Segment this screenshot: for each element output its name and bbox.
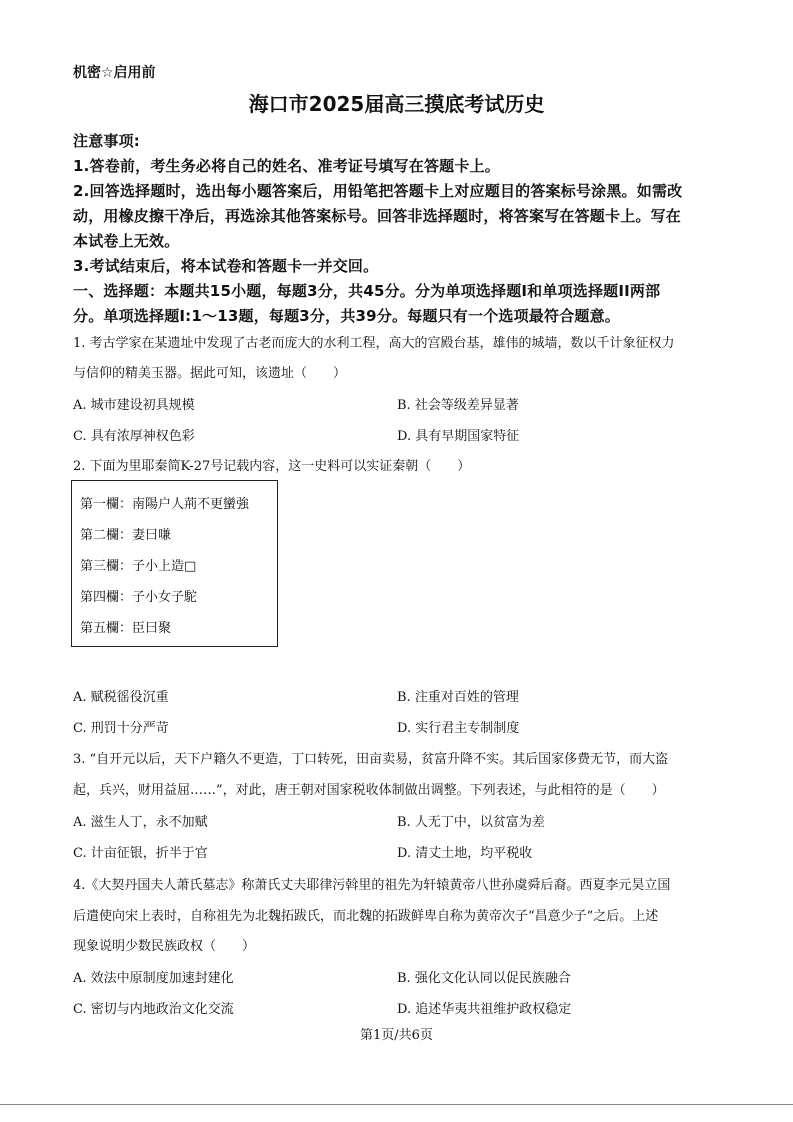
page-number: 第1页/共6页 xyxy=(360,1028,433,1043)
notice-heading: 注意事项: xyxy=(73,132,140,150)
question-4-option-c: C. 密切与内地政治文化交流 xyxy=(73,1002,234,1017)
question-1-stem-line-2: 与信仰的精美玉器。据此可知，该遗址（ ） xyxy=(73,366,347,381)
question-3-option-d: D. 清丈土地，均平税收 xyxy=(397,846,533,861)
confidential-label: 机密☆启用前 xyxy=(73,65,156,81)
slip-column-5: 第五欄：臣曰聚 xyxy=(80,621,172,636)
question-4-option-d: D. 追述华夷共祖维护政权稳定 xyxy=(397,1002,572,1017)
question-3-option-b: B. 人无丁中，以贫富为差 xyxy=(397,815,545,830)
question-1-option-b: B. 社会等级差异显著 xyxy=(397,398,519,413)
bamboo-slip-transcription-box xyxy=(71,480,278,647)
question-1-stem-line-1: 1. 考古学家在某遗址中发现了古老而庞大的水利工程，高大的宫殿台基，雄伟的城墙，数以千计象征权力 xyxy=(73,336,675,351)
bottom-divider xyxy=(0,1104,793,1105)
slip-column-3: 第三欄：子小上造□ xyxy=(80,559,197,574)
notice-item-2-line-3: 本试卷上无效。 xyxy=(73,232,180,250)
question-4-option-b: B. 强化文化认同以促民族融合 xyxy=(397,971,571,986)
notice-item-2-line-2: 动，用橡皮擦干净后，再选涂其他答案标号。回答非选择题时，将答案写在答题卡上。写在 xyxy=(73,207,682,225)
section-1-line-1: 一、选择题：本题共15小题，每题3分，共45分。分为单项选择题I和单项选择题II两部 xyxy=(73,282,661,300)
question-4-option-a: A. 效法中原制度加速封建化 xyxy=(73,971,234,986)
question-4-stem-line-1: 4.《大契丹国夫人萧氏墓志》称萧氏丈夫耶律污斡里的祖先为轩辕黄帝八世孙虞舜后裔。西夏李元昊立国 xyxy=(73,878,671,893)
slip-column-4: 第四欄：子小女子駝 xyxy=(80,590,198,605)
question-2-stem: 2. 下面为里耶秦简K-27号记载内容，这一史料可以实证秦朝（ ） xyxy=(73,459,471,474)
question-3-stem-line-2: 起，兵兴，财用益屈……”，对此，唐王朝对国家税收体制做出调整。下列表述，与此相符的是（ ） xyxy=(73,783,665,798)
question-3-stem-line-1: 3. “自开元以后，天下户籍久不更造，丁口转死，田亩卖易，贫富升降不实。其后国家侈费无节，而大盗 xyxy=(73,752,669,767)
question-4-stem-line-3: 现象说明少数民族政权（ ） xyxy=(73,939,256,954)
question-3-option-c: C. 计亩征银，折半于官 xyxy=(73,846,208,861)
page-title: 海口市2025届高三摸底考试历史 xyxy=(248,92,545,116)
question-1-option-c: C. 具有浓厚神权色彩 xyxy=(73,429,195,444)
question-1-option-d: D. 具有早期国家特征 xyxy=(397,429,520,444)
notice-item-1: 1.答卷前，考生务必将自己的姓名、准考证号填写在答题卡上。 xyxy=(73,157,500,175)
question-2-option-b: B. 注重对百姓的管理 xyxy=(397,690,519,705)
question-1-option-a: A. 城市建设初具规模 xyxy=(73,398,195,413)
notice-item-3: 3.考试结束后，将本试卷和答题卡一并交回。 xyxy=(73,257,379,275)
slip-column-2: 第二欄：妻曰嗛 xyxy=(80,528,172,543)
question-2-option-c: C. 刑罚十分严苛 xyxy=(73,721,169,736)
question-3-option-a: A. 滋生人丁，永不加赋 xyxy=(73,815,208,830)
question-2-option-d: D. 实行君主专制制度 xyxy=(397,721,520,736)
question-2-option-a: A. 赋税徭役沉重 xyxy=(73,690,169,705)
section-1-line-2: 分。单项选择题I:1～13题，每题3分，共39分。每题只有一个选项最符合题意。 xyxy=(73,307,621,325)
question-4-stem-line-2: 后遣使向宋上表时，自称祖先为北魏拓跋氏，而北魏的拓跋鲜卑自称为黄帝次子“昌意少子”之后。上述 xyxy=(73,909,659,924)
notice-item-2-line-1: 2.回答选择题时，选出每小题答案后，用铅笔把答题卡上对应题目的答案标号涂黑。如需改 xyxy=(73,182,683,200)
slip-column-1: 第一欄：南陽户人荊不更蠻強 xyxy=(80,497,250,512)
